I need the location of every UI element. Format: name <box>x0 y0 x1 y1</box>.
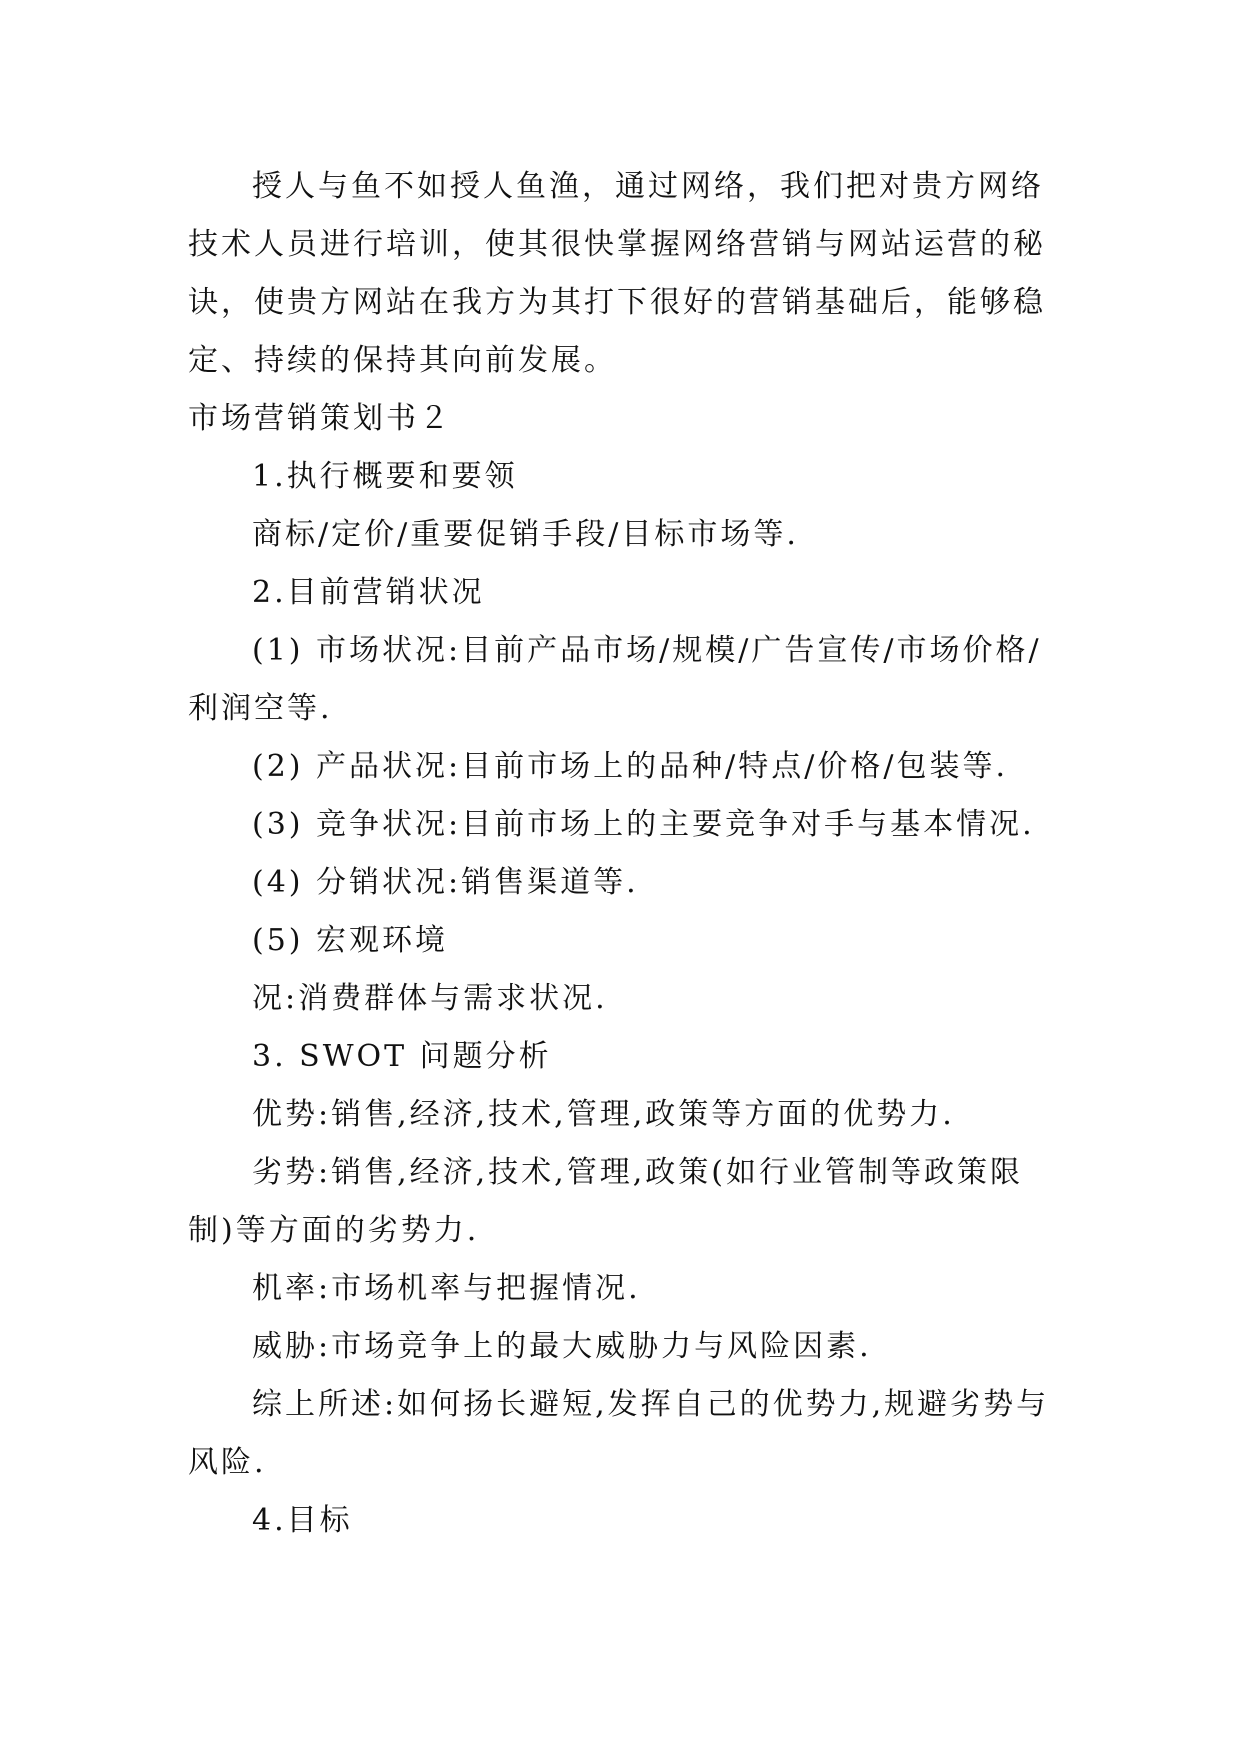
paragraph-weaknesses: 劣势:销售,经济,技术,管理,政策(如行业管制等政策限制)等方面的劣势力. <box>188 1155 1023 1248</box>
item-macro-environment: (5) 宏观环境 <box>252 923 449 958</box>
item-product-status: (2) 产品状况:目前市场上的品种/特点/价格/包装等. <box>252 749 1008 784</box>
paragraph-opportunities: 机率:市场机率与把握情况. <box>252 1271 641 1306</box>
item-competition-status: (3) 竞争状况:目前市场上的主要竞争对手与基本情况. <box>252 807 1035 842</box>
intro-paragraph: 授人与鱼不如授人鱼渔，通过网络，我们把对贵方网络技术人员进行培训，使其很快掌握网络营销与网站运营的秘诀，使贵方网站在我方为其打下很好的营销基础后，能够稳定、持续的保持其向前发展。 <box>188 169 1046 378</box>
heading-marketing-status: 2.目前营销状况 <box>252 575 485 610</box>
document-body <box>188 158 1050 1550</box>
paragraph-summary-details: 商标/定价/重要促销手段/目标市场等. <box>252 517 799 552</box>
paragraph-threats: 威胁:市场竞争上的最大威胁力与风险因素. <box>252 1329 872 1364</box>
heading-executive-summary: 1.执行概要和要领 <box>252 459 518 494</box>
heading-goals: 4.目标 <box>252 1503 353 1538</box>
paragraph-consumer-groups: 况:消费群体与需求状况. <box>252 981 608 1016</box>
section-title: 市场营销策划书２ <box>188 401 452 436</box>
paragraph-conclusion: 综上所述:如何扬长避短,发挥自己的优势力,规避劣势与风险. <box>188 1387 1050 1480</box>
item-distribution-status: (4) 分销状况:销售渠道等. <box>252 865 639 900</box>
paragraph-strengths: 优势:销售,经济,技术,管理,政策等方面的优势力. <box>252 1097 955 1132</box>
item-market-status: (1) 市场状况:目前产品市场/规模/广告宣传/市场价格/利润空等. <box>188 633 1042 726</box>
heading-swot-analysis: 3. SWOT 问题分析 <box>252 1039 552 1074</box>
